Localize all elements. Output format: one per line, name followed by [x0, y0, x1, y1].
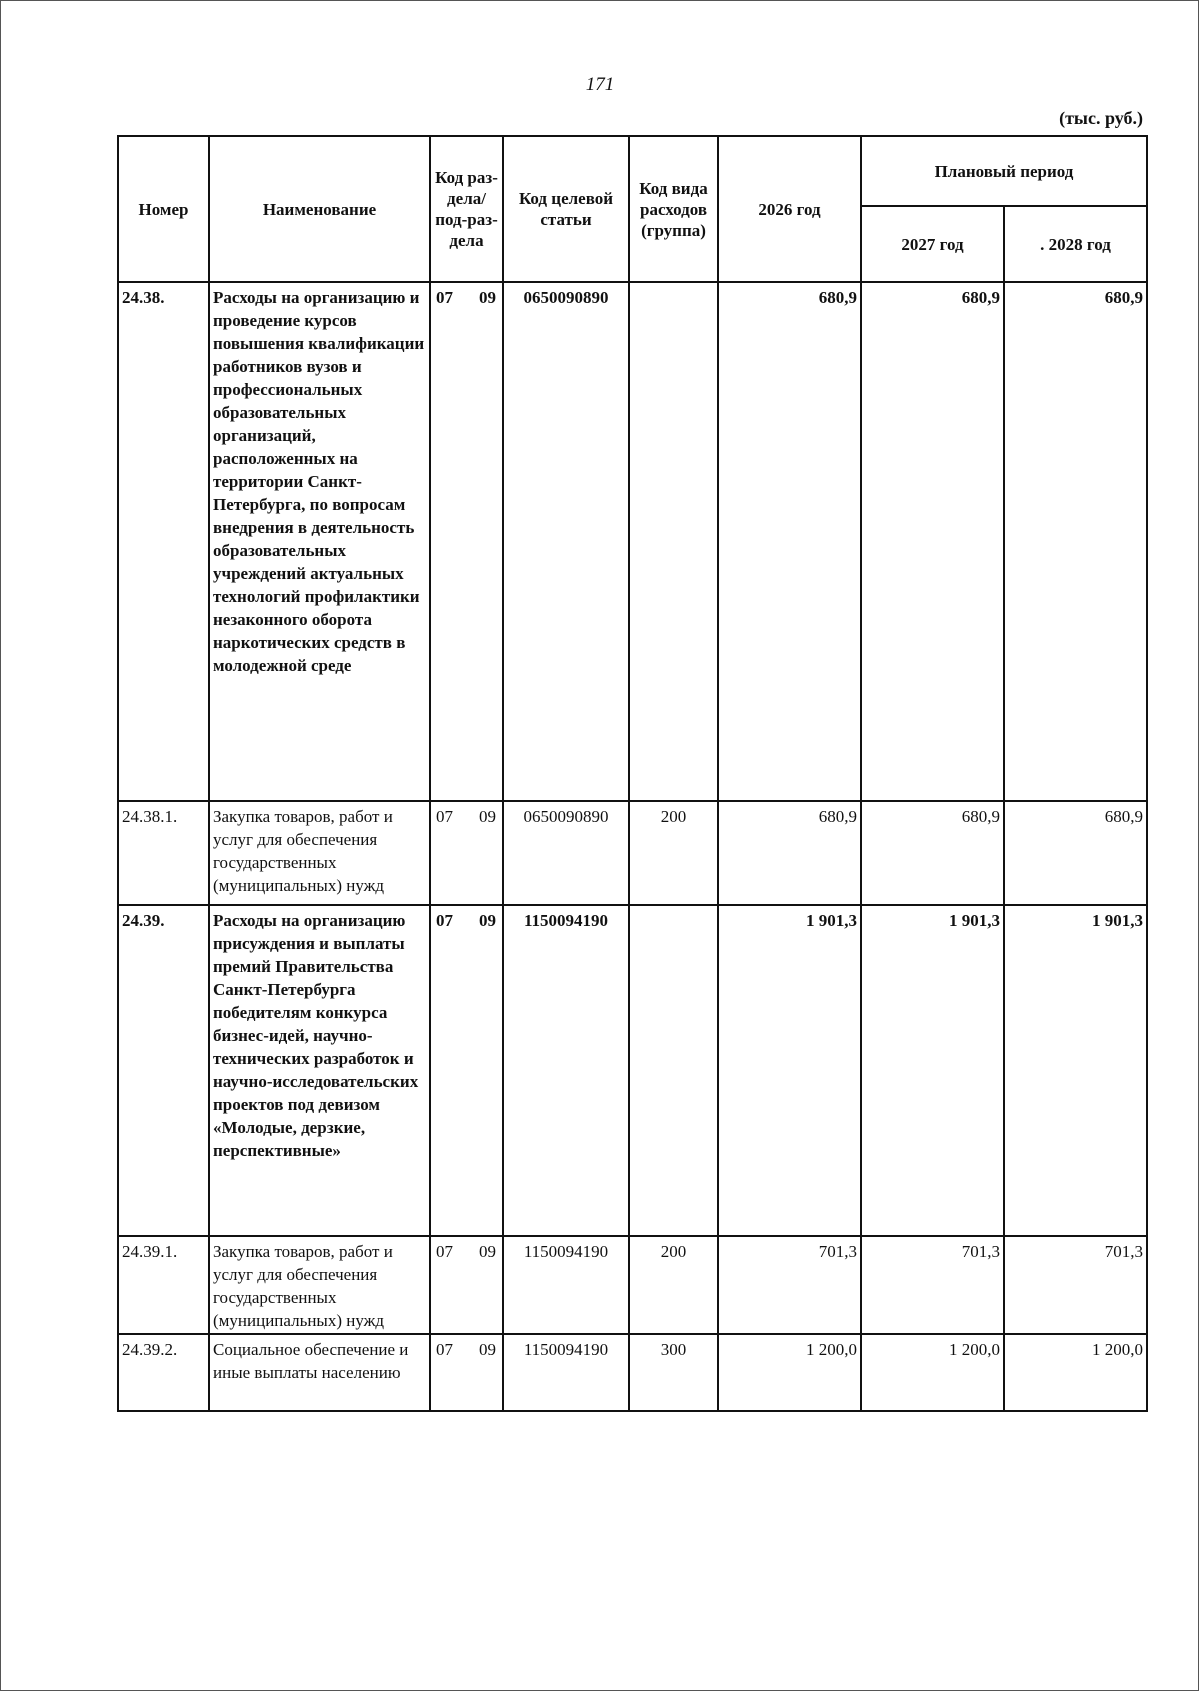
- row-value-2027: 680,9: [861, 801, 1004, 905]
- units-label: (тыс. руб.): [1059, 108, 1143, 128]
- row-section-code: [430, 905, 503, 1236]
- header-section-code: Код раз-дела/ под-раз-дела: [430, 136, 503, 282]
- row-name: Социальное обеспечение и иные выплаты населению: [209, 1334, 430, 1411]
- header-planned-period: Плановый период: [861, 136, 1147, 206]
- row-subsection: 09: [479, 807, 496, 826]
- row-subsection: 09: [479, 288, 496, 307]
- header-name: Наименование: [209, 136, 430, 282]
- row-number: 24.39.2.: [118, 1334, 209, 1411]
- row-section: 07: [436, 1340, 453, 1359]
- row-target-code: 1150094190: [503, 1334, 629, 1411]
- table-row: [118, 282, 1147, 801]
- row-value-2027: 701,3: [861, 1236, 1004, 1334]
- table-row: [118, 1334, 1147, 1411]
- row-section-code: [430, 1334, 503, 1411]
- row-value-2026: 1 200,0: [718, 1334, 861, 1411]
- table-row: [118, 1236, 1147, 1334]
- row-expense-type: 300: [629, 1334, 718, 1411]
- row-expense-type: [629, 282, 718, 801]
- row-expense-type: 200: [629, 801, 718, 905]
- row-expense-type: 200: [629, 1236, 718, 1334]
- row-section: 07: [436, 288, 453, 307]
- row-section-code: [430, 1236, 503, 1334]
- row-section-code: [430, 282, 503, 801]
- row-number: 24.39.: [118, 905, 209, 1236]
- row-section: 07: [436, 807, 453, 826]
- row-target-code: 0650090890: [503, 282, 629, 801]
- row-name: Расходы на организацию и проведение курсов повышения квалификации работников вузов и профессиональных образовательных организаций, расположенных на территории Санкт-Петербурга, по вопросам внедрения в деятельность образовательных учреждений актуальных технологий профилактики незаконного оборота наркотических средств в молодежной среде: [209, 282, 430, 801]
- row-number: 24.38.1.: [118, 801, 209, 905]
- row-section: 07: [436, 911, 453, 930]
- row-subsection: 09: [479, 911, 496, 930]
- header-2026: 2026 год: [718, 136, 861, 282]
- row-name: Закупка товаров, работ и услуг для обеспечения государственных (муниципальных) нужд: [209, 1236, 430, 1334]
- row-subsection: 09: [479, 1242, 496, 1261]
- row-value-2026: 680,9: [718, 282, 861, 801]
- row-value-2027: 1 901,3: [861, 905, 1004, 1236]
- row-target-code: 1150094190: [503, 905, 629, 1236]
- table-row: [118, 905, 1147, 1236]
- header-target-code: Код целевой статьи: [503, 136, 629, 282]
- row-name: Закупка товаров, работ и услуг для обеспечения государственных (муниципальных) нужд: [209, 801, 430, 905]
- header-number: Номер: [118, 136, 209, 282]
- row-name: Расходы на организацию присуждения и выплаты премий Правительства Санкт-Петербурга победителям конкурса бизнес-идей, научно-технических разработок и научно-исследовательских проектов под девизом «Молодые, дерзкие, перспективные»: [209, 905, 430, 1236]
- row-section-code: [430, 801, 503, 905]
- row-target-code: 0650090890: [503, 801, 629, 905]
- row-expense-type: [629, 905, 718, 1236]
- row-value-2028: 680,9: [1004, 282, 1147, 801]
- table-row: [118, 801, 1147, 905]
- header-expense-type: Код вида расходов (группа): [629, 136, 718, 282]
- row-target-code: 1150094190: [503, 1236, 629, 1334]
- row-value-2026: 1 901,3: [718, 905, 861, 1236]
- row-value-2026: 701,3: [718, 1236, 861, 1334]
- budget-table: [117, 135, 1148, 1412]
- row-section: 07: [436, 1242, 453, 1261]
- header-2027: 2027 год: [861, 206, 1004, 282]
- row-value-2027: 680,9: [861, 282, 1004, 801]
- row-subsection: 09: [479, 1340, 496, 1359]
- header-2028: . 2028 год: [1004, 206, 1147, 282]
- row-value-2026: 680,9: [718, 801, 861, 905]
- row-value-2028: 701,3: [1004, 1236, 1147, 1334]
- row-value-2028: 1 901,3: [1004, 905, 1147, 1236]
- row-value-2028: 1 200,0: [1004, 1334, 1147, 1411]
- page-number: 171: [585, 74, 615, 95]
- row-number: 24.39.1.: [118, 1236, 209, 1334]
- row-number: 24.38.: [118, 282, 209, 801]
- row-value-2028: 680,9: [1004, 801, 1147, 905]
- row-value-2027: 1 200,0: [861, 1334, 1004, 1411]
